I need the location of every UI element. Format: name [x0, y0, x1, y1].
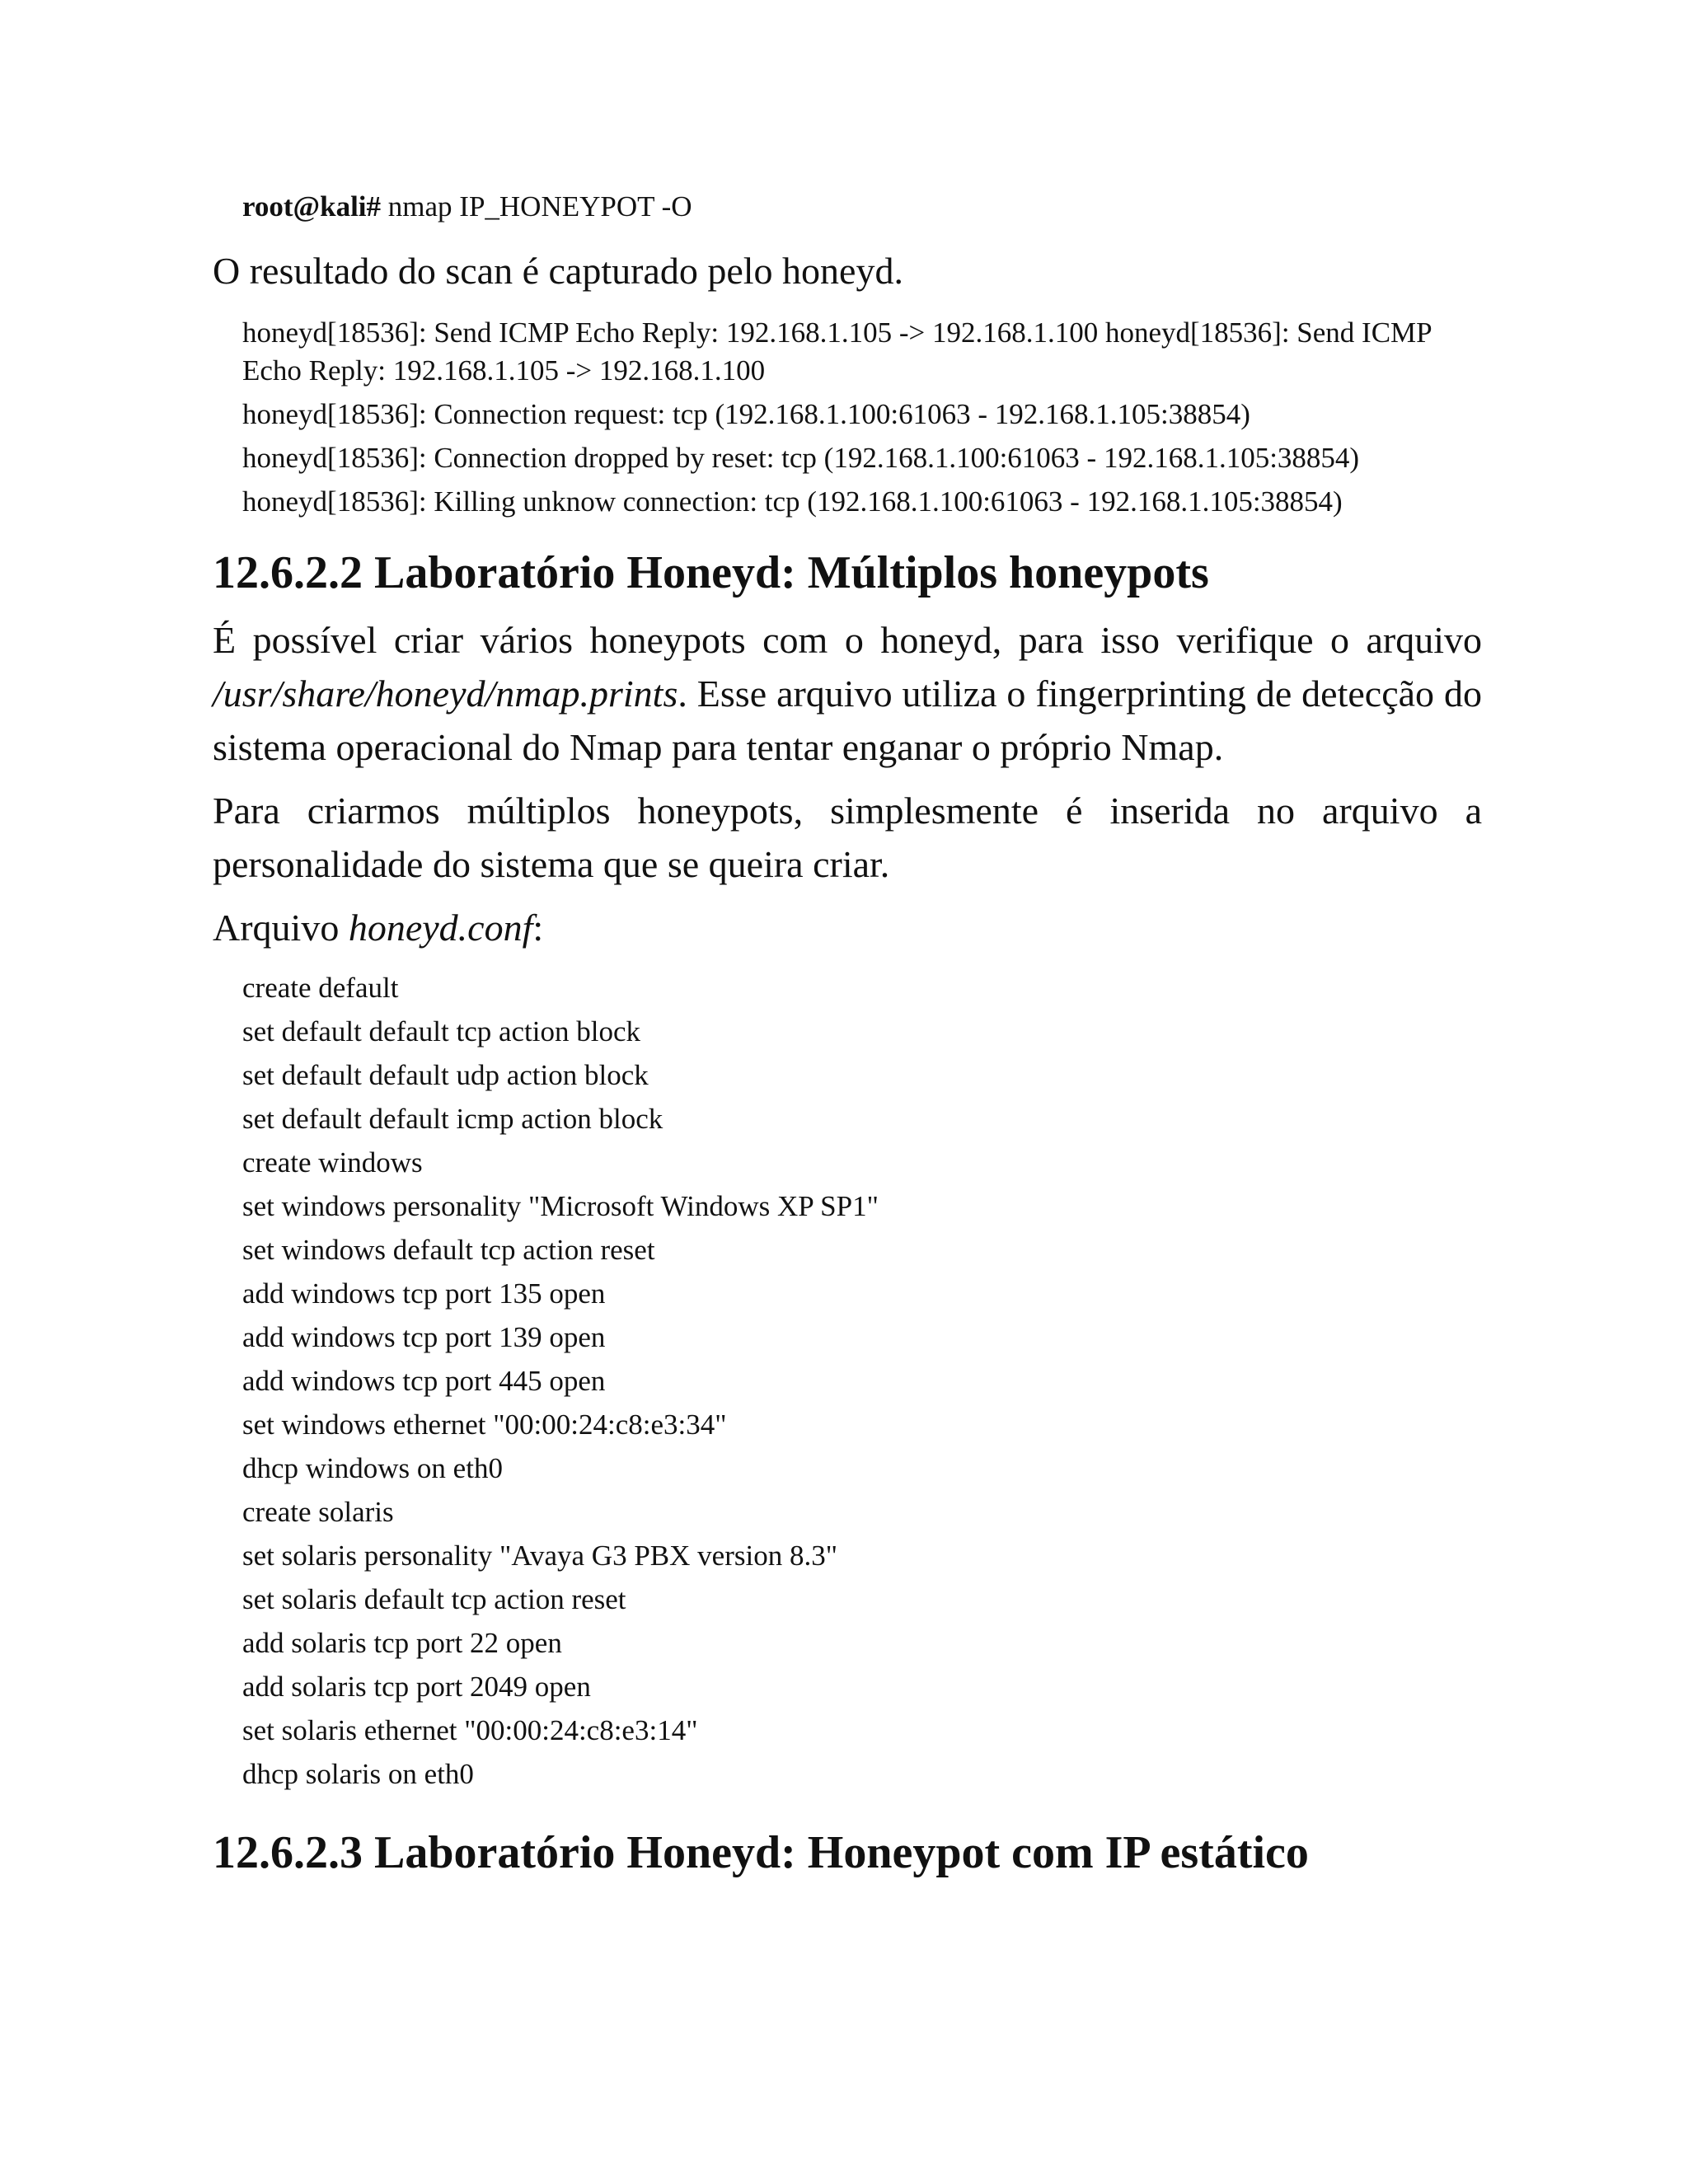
shell-prompt: root@kali# [242, 190, 382, 223]
config-listing [242, 966, 1482, 1796]
file-colon: : [532, 907, 544, 949]
config-line: set windows personality "Microsoft Windows XP SP1" [242, 1190, 879, 1222]
document-page [213, 188, 1482, 1882]
config-line: set default default udp action block [242, 1059, 649, 1091]
file-name: honeyd.conf [348, 907, 533, 949]
paragraph [213, 613, 1482, 774]
config-line: set solaris personality "Avaya G3 PBX version 8.3" [242, 1540, 837, 1572]
config-line: create windows [242, 1146, 423, 1179]
config-line: add solaris tcp port 22 open [242, 1627, 562, 1659]
section-heading: 12.6.2.3 Laboratório Honeyd: Honeypot com IP estático [213, 1827, 1309, 1878]
config-line: set solaris default tcp action reset [242, 1583, 626, 1615]
paragraph: Para criarmos múltiplos honeypots, simplesmente é inserida no arquivo a personalidade do sistema que se queira criar. [213, 790, 1482, 885]
log-line: honeyd[18536]: Send ICMP Echo Reply: 192.168.1.105 -> 192.168.1.100 honeyd[18536]: Send ICMP Echo Reply: 192.168.1.105 -> 192.168.1.100 [242, 316, 1432, 387]
config-line: create solaris [242, 1496, 394, 1528]
config-line: add solaris tcp port 2049 open [242, 1671, 591, 1703]
config-line: dhcp solaris on eth0 [242, 1758, 474, 1790]
config-line: add windows tcp port 135 open [242, 1277, 606, 1310]
config-line: create default [242, 972, 399, 1004]
log-line: honeyd[18536]: Killing unknow connection: tcp (192.168.1.100:61063 - 192.168.1.105:38854) [242, 485, 1343, 518]
file-path: /usr/share/honeyd/nmap.prints [213, 673, 678, 715]
config-line: set solaris ethernet "00:00:24:c8:e3:14" [242, 1714, 698, 1746]
command-line [242, 188, 1482, 226]
config-line: add windows tcp port 445 open [242, 1365, 606, 1397]
log-output [242, 314, 1482, 521]
file-label: Arquivo [213, 907, 349, 949]
config-line: set default default icmp action block [242, 1103, 663, 1135]
config-line: set windows default tcp action reset [242, 1234, 655, 1266]
config-line: set windows ethernet "00:00:24:c8:e3:34" [242, 1408, 727, 1441]
section-heading: 12.6.2.2 Laboratório Honeyd: Múltiplos honeypots [213, 547, 1209, 598]
config-line: set default default tcp action block [242, 1015, 641, 1047]
paragraph-text: É possível criar vários honeypots com o honeyd, para isso verifique o arquivo [213, 619, 1482, 661]
file-label-paragraph [213, 901, 1482, 954]
paragraph-text: . Esse arquivo utiliza o fingerprinting de detecção do sistema operacional do Nmap para tentar enganar o próprio Nmap. [213, 673, 1482, 768]
intro-paragraph: O resultado do scan é capturado pelo honeyd. [213, 250, 903, 292]
log-line: honeyd[18536]: Connection dropped by reset: tcp (192.168.1.100:61063 - 192.168.1.105:38854) [242, 442, 1360, 474]
log-line: honeyd[18536]: Connection request: tcp (192.168.1.100:61063 - 192.168.1.105:38854) [242, 398, 1250, 430]
config-line: dhcp windows on eth0 [242, 1452, 503, 1484]
command-text: nmap IP_HONEYPOT -O [381, 190, 692, 223]
config-line: add windows tcp port 139 open [242, 1321, 606, 1353]
